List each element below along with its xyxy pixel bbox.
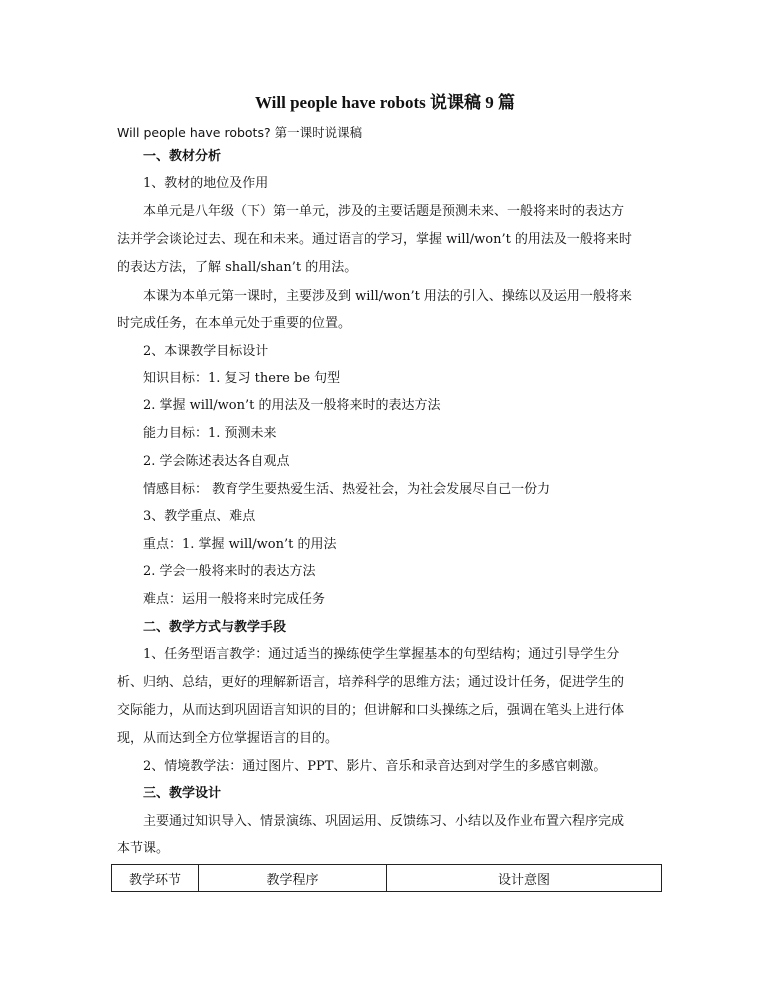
paragraph-line: 难点：运用一般将来时完成任务 [143, 592, 326, 607]
paragraph-line: 的表达方法，了解 shall/shan’t 的用法。 [117, 260, 358, 275]
paragraph-line: 本节课。 [117, 841, 170, 856]
document-subtitle: Will people have robots? 第一课时说课稿 [117, 125, 363, 140]
subsection-heading: 1、教材的地位及作用 [143, 176, 269, 191]
paragraph-line: 2、情境教学法：通过图片、PPT、影片、音乐和录音达到对学生的多感官刺激。 [143, 759, 607, 774]
subsection-heading: 3、教学重点、难点 [143, 509, 256, 524]
paragraph-line: 2. 掌握 will/won’t 的用法及一般将来时的表达方法 [143, 398, 441, 413]
paragraph-line: 能力目标：1. 预测未来 [143, 426, 277, 441]
table-header-row [112, 865, 662, 892]
paragraph-line: 2. 学会陈述表达各自观点 [143, 454, 290, 469]
paragraph-line: 情感目标： 教育学生要热爱生活、热爱社会，为社会发展尽自己一份力 [143, 482, 551, 497]
paragraph-line: 2. 学会一般将来时的表达方法 [143, 564, 316, 579]
paragraph-line: 知识目标：1. 复习 there be 句型 [143, 371, 341, 386]
paragraph-line: 本单元是八年级（下）第一单元，涉及的主要话题是预测未来、一般将来时的表达方 [143, 204, 625, 219]
subsection-heading: 2、本课教学目标设计 [143, 344, 269, 359]
paragraph-line: 法并学会谈论过去、现在和未来。通过语言的学习，掌握 will/won’t 的用法及一般将来时 [117, 232, 632, 247]
paragraph-line: 1、任务型语言教学：通过适当的操练使学生掌握基本的句型结构；通过引导学生分 [143, 647, 620, 662]
paragraph-line: 主要通过知识导入、情景演练、巩固运用、反馈练习、小结以及作业布置六程序完成 [143, 814, 625, 829]
section-heading-2: 二、教学方式与教学手段 [143, 620, 287, 635]
teaching-design-table [111, 864, 662, 892]
paragraph-line: 重点：1. 掌握 will/won’t 的用法 [143, 537, 337, 552]
table-header-cell: 教学环节 [112, 865, 199, 892]
section-heading-3: 三、教学设计 [143, 786, 222, 801]
paragraph-line: 时完成任务，在本单元处于重要的位置。 [117, 316, 352, 331]
paragraph-line: 析、归纳、总结，更好的理解新语言，培养科学的思维方法；通过设计任务，促进学生的 [117, 675, 625, 690]
document-title: Will people have robots 说课稿 9 篇 [254, 93, 516, 112]
section-heading-1: 一、教材分析 [143, 149, 222, 164]
paragraph-line: 交际能力，从而达到巩固语言知识的目的；但讲解和口头操练之后，强调在笔头上进行体 [117, 703, 625, 718]
table-header-cell: 教学程序 [199, 865, 387, 892]
paragraph-line: 现，从而达到全方位掌握语言的目的。 [117, 731, 339, 746]
table-header-cell: 设计意图 [387, 865, 662, 892]
paragraph-line: 本课为本单元第一课时，主要涉及到 will/won’t 用法的引入、操练以及运用一般将来 [143, 289, 632, 304]
